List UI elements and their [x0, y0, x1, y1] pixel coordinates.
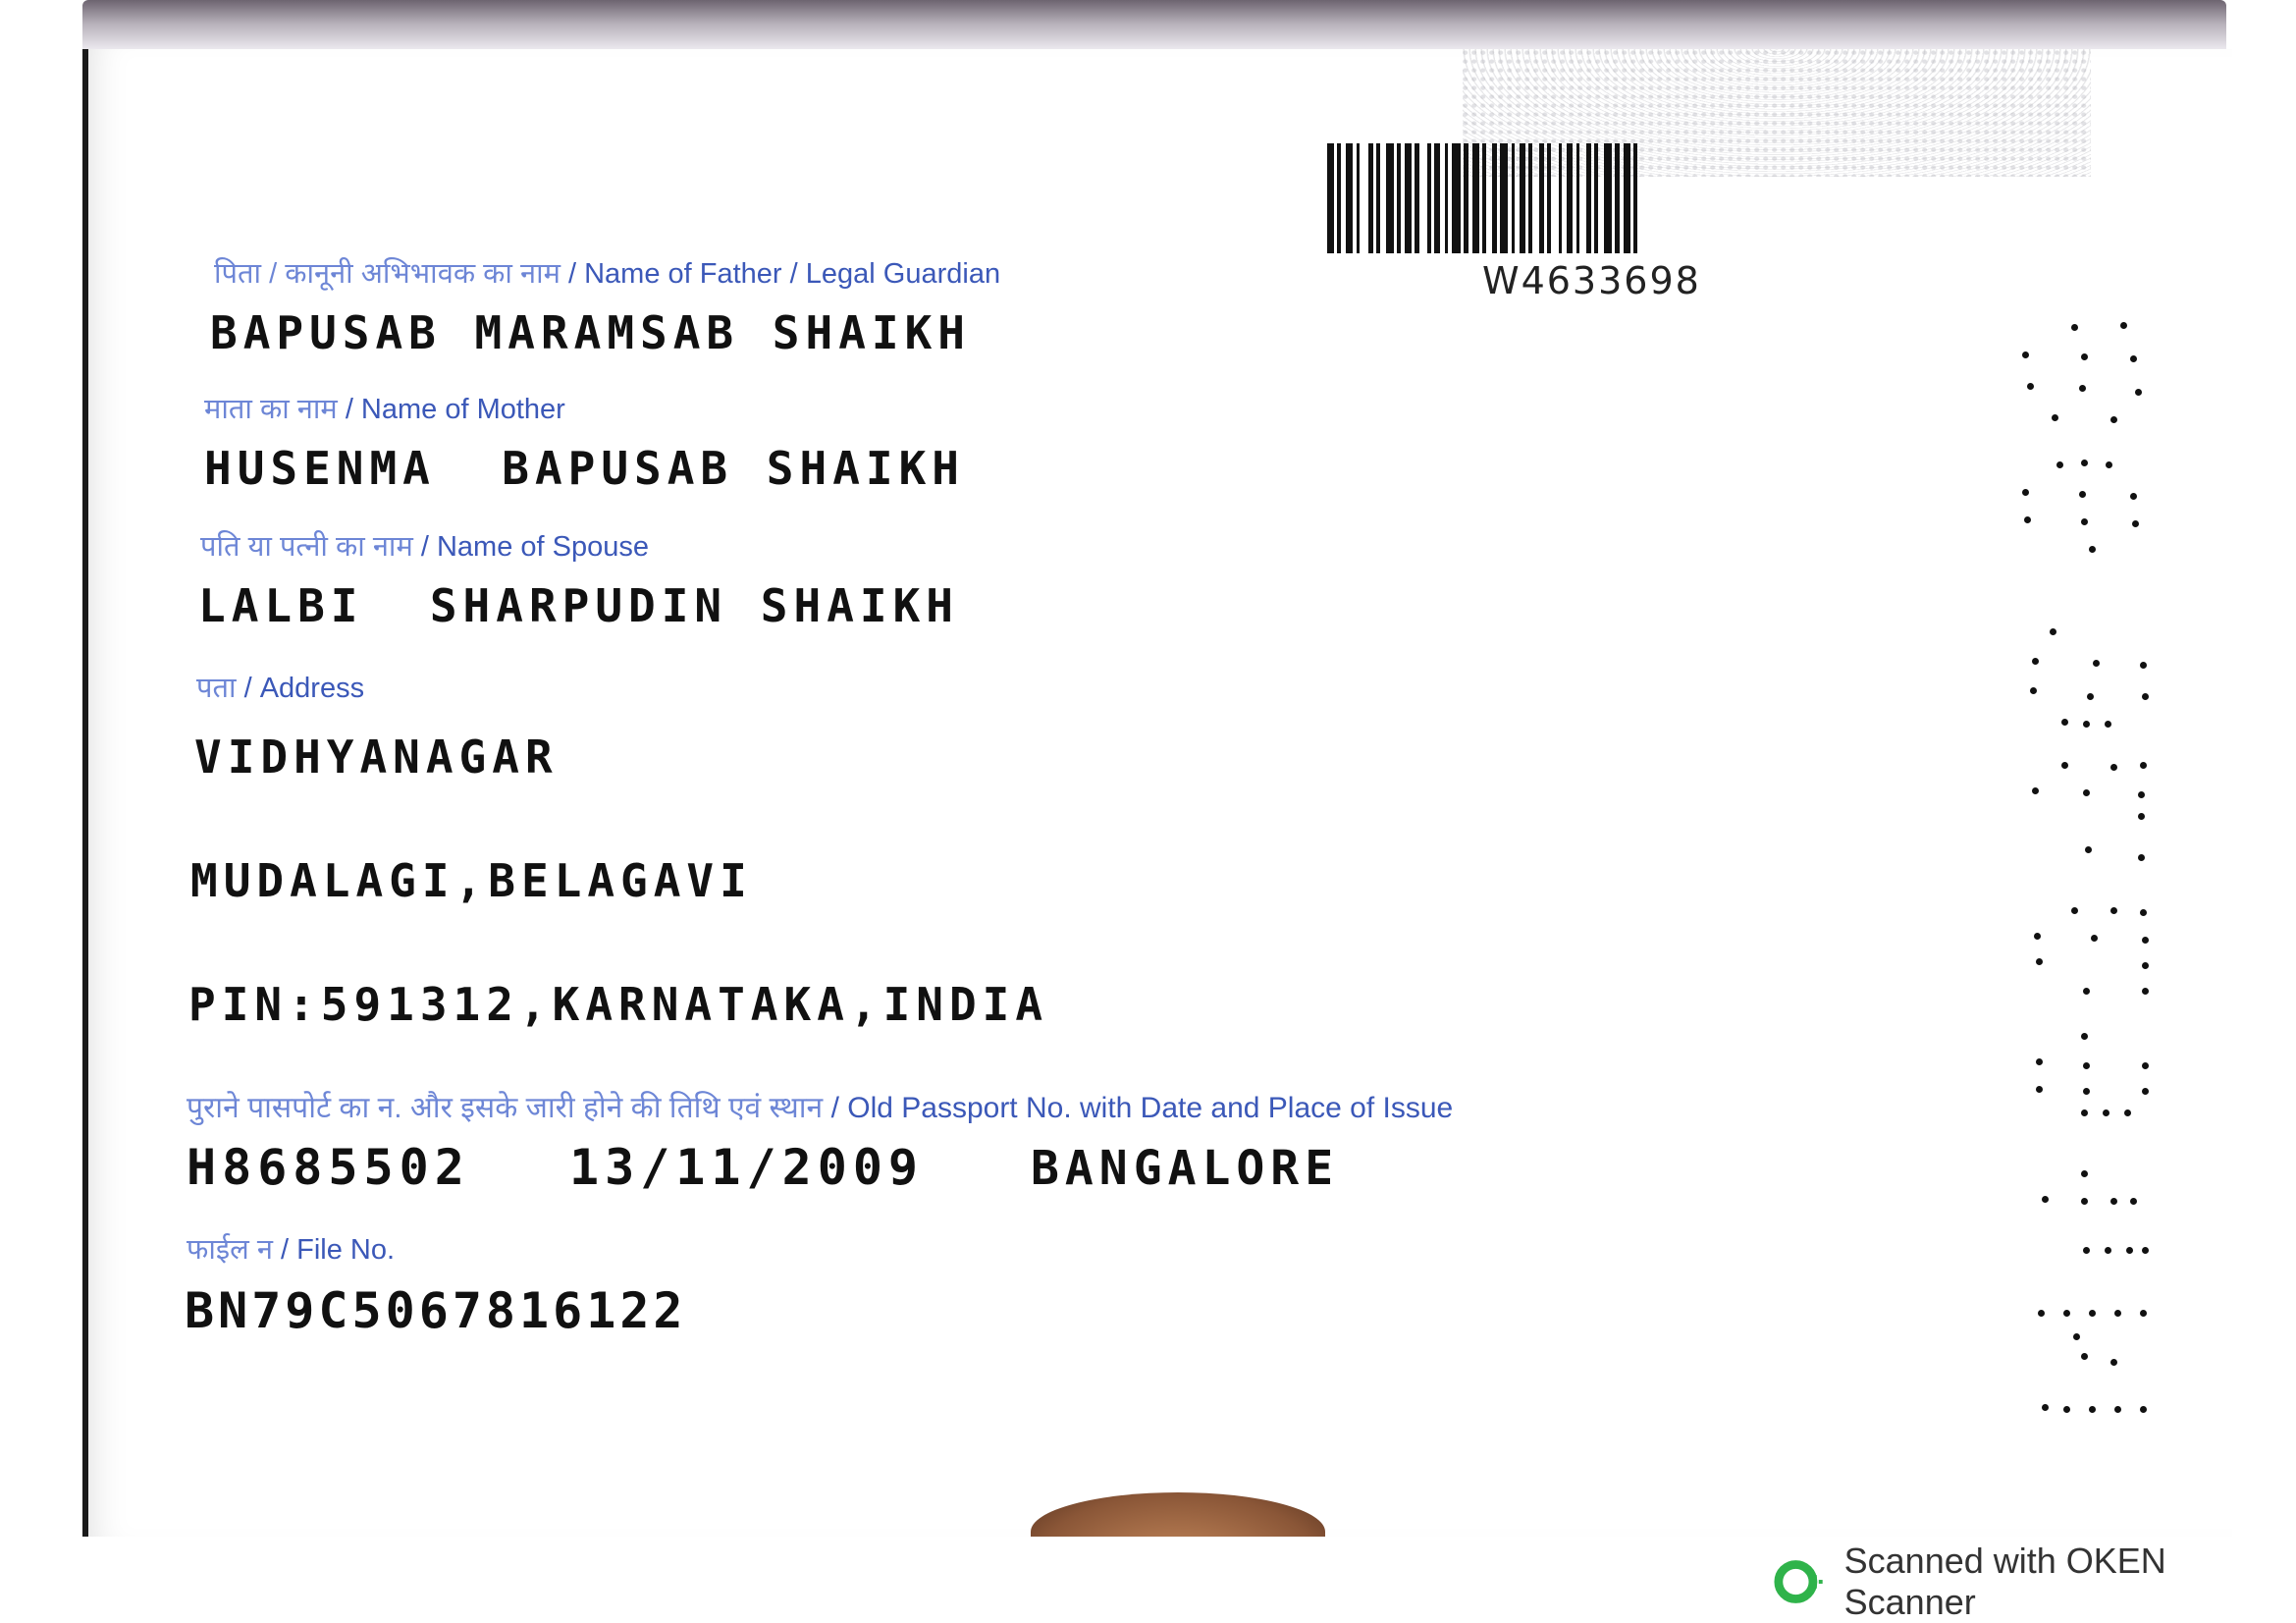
- thumb-edge: [1031, 1492, 1325, 1537]
- perforation-dot: [2036, 1086, 2043, 1093]
- barcode-bar: [1500, 143, 1508, 253]
- file-no-label-hindi: फाईल न: [187, 1234, 273, 1266]
- barcode-bar: [1405, 143, 1412, 253]
- perforation-dot: [2132, 520, 2139, 527]
- perforation-dot: [2056, 461, 2063, 468]
- spouse-label: [200, 526, 649, 565]
- perforation-dot: [2034, 933, 2041, 940]
- perforation-dot: [2079, 385, 2086, 392]
- perforation-dot: [2110, 1198, 2117, 1205]
- perforation-dot: [2081, 1353, 2088, 1360]
- perforation-dot: [2081, 1170, 2088, 1177]
- perforation-dot: [2110, 1359, 2117, 1366]
- perforation-dot: [2142, 962, 2149, 969]
- mother-label-hindi: माता का नाम: [204, 394, 338, 425]
- perforation-dot: [2085, 846, 2092, 853]
- perforation-dot: [2135, 389, 2142, 396]
- old-passport-number: H8685502: [187, 1139, 470, 1196]
- perforation-dot: [2061, 719, 2068, 726]
- perforation-dot: [2110, 907, 2117, 914]
- old-passport-place: BANGALORE: [1031, 1141, 1340, 1196]
- perforation-dot: [2022, 489, 2029, 496]
- perforation-dot: [2140, 1406, 2147, 1413]
- father-label-hindi: पिता / कानूनी अभिभावक का नाम: [214, 258, 561, 290]
- barcode-bar: [1346, 143, 1353, 253]
- barcode-bar: [1452, 143, 1461, 253]
- perforation-dot: [2061, 762, 2068, 769]
- perforation-dot: [2130, 355, 2137, 362]
- file-no-label: [187, 1229, 395, 1268]
- perforation-dot: [2083, 1062, 2090, 1069]
- perforation-dot: [2103, 1109, 2109, 1116]
- perforation-dot: [2105, 721, 2111, 728]
- perforation-dot: [2083, 1247, 2090, 1254]
- barcode-bar: [1386, 143, 1394, 253]
- barcode-bars: [1327, 143, 1643, 253]
- perforation-dot: [2142, 988, 2149, 995]
- perforation-dot: [2042, 1196, 2049, 1203]
- perforation-dot: [2142, 693, 2149, 700]
- perforation-dot: [2081, 460, 2088, 466]
- perforation-dot: [2038, 1310, 2045, 1317]
- perforation-dot: [2073, 1333, 2080, 1340]
- perforation-dot: [2140, 762, 2147, 769]
- oken-scanner-icon: [1773, 1555, 1825, 1608]
- perforation-dot: [2093, 660, 2100, 667]
- perforation-dot: [2079, 491, 2086, 498]
- barcode: [1247, 143, 1993, 350]
- spouse-label-hindi: पति या पत्नी का नाम: [200, 531, 413, 563]
- perforation-dot: [2036, 958, 2043, 965]
- perforation-dot: [2106, 461, 2112, 468]
- perforation-dot: [2110, 416, 2117, 423]
- file-no-label-english: / File No.: [281, 1234, 396, 1266]
- barcode-bar: [1637, 143, 1643, 253]
- perforation-dot: [2087, 693, 2094, 700]
- old-passport-label-english: / Old Passport No. with Date and Place of Issue: [830, 1092, 1454, 1124]
- scanner-footer-text: Scanned with OKEN Scanner: [1843, 1541, 2166, 1622]
- perforation-dot: [2081, 518, 2088, 525]
- perforation-dot: [2114, 1310, 2121, 1317]
- father-label: [214, 253, 1000, 292]
- barcode-bar: [1419, 143, 1427, 253]
- perforation-dot: [2081, 353, 2088, 360]
- perforation-dot: [2083, 988, 2090, 995]
- mother-name: HUSENMA BAPUSAB SHAIKH: [204, 442, 965, 495]
- old-passport-label-hindi: पुराने पासपोर्ट का न. और इसके जारी होने की तिथि एवं स्थान: [187, 1092, 824, 1124]
- perforation-dot: [2032, 787, 2039, 794]
- address-line-1: VIDHYANAGAR: [194, 730, 559, 784]
- barcode-bar: [1472, 143, 1479, 253]
- file-number: BN79C5067816122: [185, 1282, 687, 1339]
- spouse-label-english: / Name of Spouse: [420, 531, 649, 563]
- spouse-name: LALBI SHARPUDIN SHAIKH: [198, 579, 959, 632]
- barcode-bar: [1604, 143, 1612, 253]
- mother-label: [204, 389, 565, 427]
- scanner-footer: [1773, 1541, 2296, 1622]
- address-line-2: MUDALAGI,BELAGAVI: [190, 854, 753, 907]
- perforation-dot: [2142, 937, 2149, 944]
- perforation-dot: [2142, 1088, 2149, 1095]
- perforation-dot: [2130, 1198, 2137, 1205]
- address-line-3: PIN:591312,KARNATAKA,INDIA: [188, 978, 1049, 1031]
- perforation-dot: [2089, 546, 2096, 553]
- barcode-bar: [1532, 143, 1539, 253]
- perforation-dot: [2042, 1404, 2049, 1411]
- barcode-number: W4633698: [1482, 259, 1701, 302]
- perforation-dot: [2071, 907, 2078, 914]
- perforation-dot: [2032, 658, 2039, 665]
- perforation-dot: [2140, 909, 2147, 916]
- perforation-dot: [2138, 813, 2145, 820]
- perforation-dot: [2081, 1033, 2088, 1040]
- perforation-dot: [2083, 1088, 2090, 1095]
- perforation-dot: [2081, 1109, 2088, 1116]
- passport-page: [82, 49, 2232, 1537]
- perforation-dot: [2083, 721, 2090, 728]
- perforation-dot: [2071, 324, 2078, 331]
- old-passport-date: 13/11/2009: [569, 1139, 925, 1196]
- barcode-bar: [1624, 143, 1630, 253]
- address-label: [196, 668, 364, 706]
- barcode-bar: [1327, 143, 1334, 253]
- perforation-dot: [2138, 854, 2145, 861]
- perforation-dot: [2114, 1406, 2121, 1413]
- perforation-dot: [2089, 1406, 2096, 1413]
- perforation-dot: [2130, 493, 2137, 500]
- perforation-dot: [2091, 935, 2098, 942]
- address-label-hindi: पता: [196, 673, 237, 704]
- perforation-dot: [2027, 383, 2034, 390]
- old-passport-label: [187, 1086, 1453, 1126]
- perforation-dot: [2030, 687, 2037, 694]
- address-label-english: / Address: [243, 673, 365, 704]
- perforation-dot: [2124, 1109, 2131, 1116]
- perforation-dot: [2110, 764, 2117, 771]
- perforation-dot: [2052, 414, 2058, 421]
- perforation-dot: [2024, 516, 2031, 523]
- perforation-dot: [2142, 1247, 2149, 1254]
- perforation-dot: [2120, 322, 2127, 329]
- barcode-bar: [1551, 143, 1559, 253]
- perforation-dot: [2063, 1406, 2070, 1413]
- perforation-dot: [2063, 1310, 2070, 1317]
- perforation-dot: [2138, 791, 2145, 798]
- perforation-dot: [2140, 1310, 2147, 1317]
- perforation-dot: [2081, 1198, 2088, 1205]
- father-name: BAPUSAB MARAMSAB SHAIKH: [210, 306, 971, 359]
- perforation-dot: [2022, 352, 2029, 358]
- mother-label-english: / Name of Mother: [345, 394, 565, 425]
- perforation-dot: [2050, 628, 2056, 635]
- perforation-dot: [2083, 789, 2090, 796]
- perforation-dot: [2126, 1247, 2133, 1254]
- perforation-dot: [2140, 662, 2147, 669]
- perforation-dot: [2089, 1310, 2096, 1317]
- barcode-bar: [1360, 143, 1368, 253]
- perforation-dot: [2036, 1058, 2043, 1065]
- father-label-english: / Name of Father / Legal Guardian: [568, 258, 1001, 290]
- perforation-dot: [2105, 1247, 2111, 1254]
- perforation-dots: [2012, 265, 2232, 1424]
- perforation-dot: [2142, 1062, 2149, 1069]
- barcode-bar: [1579, 143, 1586, 253]
